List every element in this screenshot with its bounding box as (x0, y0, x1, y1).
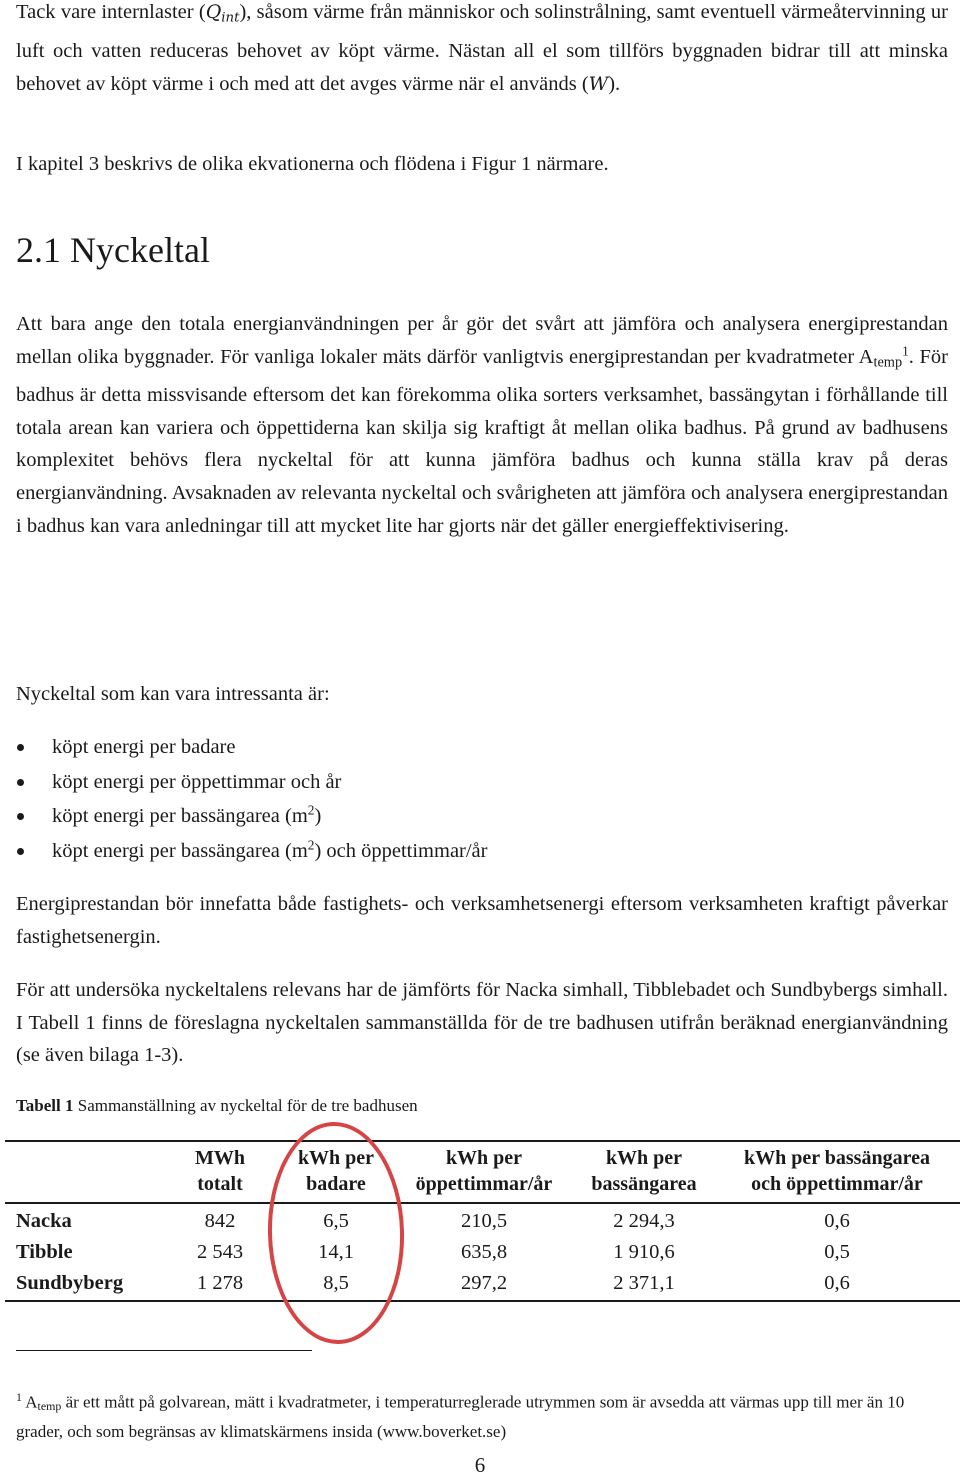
intro-paragraph (16, 0, 948, 100)
header-kwh-per-bather: kWh per badare (297, 1147, 375, 1195)
comparison-paragraph: För att undersöka nyckeltalens relevans har de jämförts för Nacka simhall, Tibblebadet och Sundbybergs simhall. I Tabell 1 finns de föreslagna nyckeltalen sammanställda för de tre badhusen utifrån beräknad energianvändning (se även bilaga 1-3). (16, 979, 948, 1067)
bullet-icon (17, 848, 24, 855)
footnote: $^1$ Atemp är ett mått på golvarean, mätt i kvadratmeter, i temperaturreglerade utrymmen som är avsedda att värmas upp till mer än 10 grader, och som begränsas av klimatskärmens insida (www.boverket.se) (16, 1390, 905, 1442)
bullet-icon (17, 744, 24, 751)
table-header-rule (5, 1202, 960, 1204)
q-int-symbol: $Q_{int}$ (205, 1, 240, 26)
intro-text-2: ), såsom värme från människor och solinstrålning, samt eventuell värmeåtervinning ur luft och vatten reduceras behovet av köpt värme. Nästan all el som tillförs byggnaden bidrar till att minska behovet av köpt värme i och med att det avges värme när el används ( (16, 1, 948, 95)
chapter-reference-paragraph: I kapitel 3 beskrivs de olika ekvationerna och flödena i Figur 1 närmare. (16, 153, 609, 175)
table-cell: 2 294,3 (613, 1210, 675, 1232)
intro-text-1: Tack vare internlaster ( (16, 1, 206, 23)
table-cell: 2 543 (196, 1241, 244, 1263)
table-cell: 0,5 (824, 1241, 850, 1263)
section-heading: 2.1 Nyckeltal (16, 230, 210, 270)
table-cell: 0,6 (824, 1272, 850, 1294)
table-cell: 1 910,6 (613, 1241, 675, 1263)
list-item: köpt energi per öppettimmar och år (16, 765, 488, 800)
table-cell: 8,5 (323, 1272, 349, 1294)
table-cell: 14,1 (318, 1241, 354, 1263)
row-label-nacka: Nacka (16, 1210, 72, 1232)
a-temp-subscript: temp (873, 354, 903, 371)
section-paragraph: Att bara ange den totala energianvändningen per år gör det svårt att jämföra och analysera energiprestandan mellan olika byggnader. För vanliga lokaler mäts därför vanligtvis energiprestandan per kvadratmeter $A_{temp}^1$. För badhus är detta missvisande eftersom det kan förekomma olika sorters verksamhet, bassängytan i förhållande till totala arean kan variera och öppettiderna kan skilja sig kraftigt åt mellan olika badhus. På grund av badhusens komplexitet behövs flera nyckeltal för att kunna jämföra badhus och kunna ställa krav på deras energianvändning. Avsaknaden av relevanta nyckeltal och svårigheten att jämföra och analysera energiprestandan i badhus kan vara anledningar till att mycket lite har gjorts när det gäller energieffektivisering. (16, 313, 948, 537)
header-mwh-total: MWh totalt (195, 1147, 245, 1195)
footnote-rule (16, 1350, 312, 1351)
table-cell: 2 371,1 (613, 1272, 675, 1294)
page-number: 6 (474, 1453, 486, 1477)
list-item: köpt energi per bassängarea (m$^2$) (16, 799, 488, 834)
table-cell: 210,5 (460, 1210, 508, 1232)
table-cell: 1 278 (196, 1272, 244, 1294)
footnote-number: 1 (16, 1390, 22, 1404)
table-cell: 842 (204, 1210, 236, 1232)
bullet-icon (17, 813, 24, 820)
list-item: köpt energi per badare (16, 730, 488, 765)
table-top-rule (5, 1140, 960, 1142)
header-kwh-per-opening-hours: kWh per öppettimmar/år (415, 1147, 553, 1195)
energy-performance-paragraph: Energiprestandan bör innefatta både fastighets- och verksamhetsenergi eftersom verksamheten kraftigt påverkar fastighetsenergin. (16, 893, 948, 948)
table-bottom-rule (5, 1300, 960, 1302)
w-symbol: W (588, 72, 609, 95)
table-cell: 635,8 (460, 1241, 508, 1263)
footnote-ref[interactable]: 1 (902, 343, 909, 359)
list-item: köpt energi per bassängarea (m$^2$) och öppettimmar/år (16, 834, 488, 869)
bullet-icon (17, 779, 24, 786)
list-intro: Nyckeltal som kan vara intressanta är: (16, 683, 330, 705)
header-kwh-per-pool-area-hours: kWh per bassängarea och öppettimmar/år (744, 1147, 930, 1195)
table-cell: 0,6 (824, 1210, 850, 1232)
table-caption: Tabell 1 Sammanställning av nyckeltal för de tre badhusen (16, 1096, 418, 1115)
row-label-sundbyberg: Sundbyberg (16, 1272, 124, 1294)
intro-text-3: ). (608, 72, 621, 95)
table-cell: 6,5 (323, 1210, 349, 1232)
key-figures-list (16, 730, 488, 868)
row-label-tibble: Tibble (16, 1241, 73, 1263)
header-kwh-per-pool-area: kWh per bassängarea (591, 1147, 697, 1195)
table-cell: 297,2 (460, 1272, 508, 1294)
